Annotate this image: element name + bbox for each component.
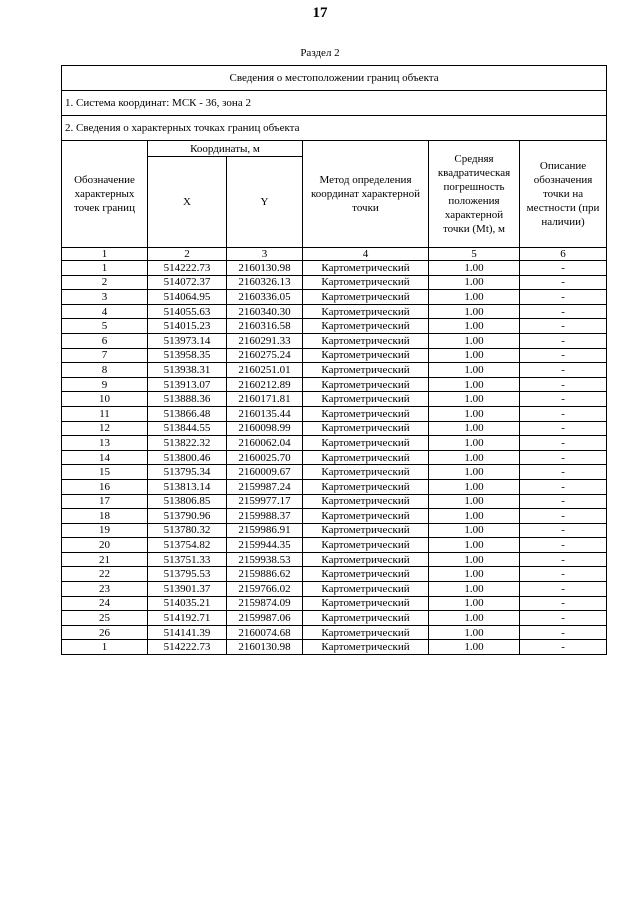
y-coordinate: 2160074.68: [227, 625, 303, 640]
points-heading: 2. Сведения о характерных точках границ объекта: [62, 116, 607, 141]
coord-system-row: [62, 91, 607, 116]
description: -: [520, 640, 607, 655]
y-coordinate: 2160025.70: [227, 450, 303, 465]
point-number: 13: [62, 436, 148, 451]
point-number: 8: [62, 363, 148, 378]
column-number: 6: [520, 248, 607, 261]
x-coordinate: 513913.07: [148, 377, 227, 392]
mt-error: 1.00: [429, 261, 520, 276]
point-number: 9: [62, 377, 148, 392]
y-coordinate: 2159886.62: [227, 567, 303, 582]
table-row: [62, 319, 607, 334]
point-number: 5: [62, 319, 148, 334]
table-row: [62, 348, 607, 363]
column-number: 1: [62, 248, 148, 261]
mt-error: 1.00: [429, 348, 520, 363]
y-coordinate: 2160130.98: [227, 261, 303, 276]
method: Картометрический: [303, 640, 429, 655]
x-coordinate: 513780.32: [148, 523, 227, 538]
table-title: Сведения о местоположении границ объекта: [62, 66, 607, 91]
column-number: 3: [227, 248, 303, 261]
y-coordinate: 2160009.67: [227, 465, 303, 480]
method: Картометрический: [303, 450, 429, 465]
y-coordinate: 2159938.53: [227, 552, 303, 567]
description: -: [520, 261, 607, 276]
column-numbers-row: [62, 248, 607, 261]
x-coordinate: 513806.85: [148, 494, 227, 509]
mt-error: 1.00: [429, 377, 520, 392]
y-coordinate: 2159988.37: [227, 509, 303, 524]
column-number: 2: [148, 248, 227, 261]
table-row: [62, 392, 607, 407]
header-x: X: [148, 157, 227, 248]
point-number: 4: [62, 304, 148, 319]
x-coordinate: 513795.34: [148, 465, 227, 480]
description: -: [520, 290, 607, 305]
method: Картометрический: [303, 304, 429, 319]
description: -: [520, 479, 607, 494]
y-coordinate: 2159874.09: [227, 596, 303, 611]
header-coords: Координаты, м: [148, 141, 303, 157]
point-number: 3: [62, 290, 148, 305]
point-number: 19: [62, 523, 148, 538]
column-number: 5: [429, 248, 520, 261]
table-row: [62, 494, 607, 509]
method: Картометрический: [303, 509, 429, 524]
method: Картометрический: [303, 538, 429, 553]
mt-error: 1.00: [429, 538, 520, 553]
table-row: [62, 479, 607, 494]
table-row: [62, 275, 607, 290]
y-coordinate: 2160130.98: [227, 640, 303, 655]
x-coordinate: 514222.73: [148, 640, 227, 655]
description: -: [520, 304, 607, 319]
y-coordinate: 2160098.99: [227, 421, 303, 436]
x-coordinate: 513751.33: [148, 552, 227, 567]
table-row: [62, 552, 607, 567]
y-coordinate: 2159986.91: [227, 523, 303, 538]
method: Картометрический: [303, 261, 429, 276]
method: Картометрический: [303, 333, 429, 348]
method: Картометрический: [303, 421, 429, 436]
description: -: [520, 275, 607, 290]
x-coordinate: 513938.31: [148, 363, 227, 378]
y-coordinate: 2160336.05: [227, 290, 303, 305]
description: -: [520, 377, 607, 392]
table-row: [62, 625, 607, 640]
y-coordinate: 2159977.17: [227, 494, 303, 509]
x-coordinate: 514064.95: [148, 290, 227, 305]
y-coordinate: 2160251.01: [227, 363, 303, 378]
method: Картометрический: [303, 596, 429, 611]
method: Картометрический: [303, 523, 429, 538]
point-number: 20: [62, 538, 148, 553]
description: -: [520, 538, 607, 553]
method: Картометрический: [303, 348, 429, 363]
mt-error: 1.00: [429, 625, 520, 640]
description: -: [520, 333, 607, 348]
point-number: 1: [62, 261, 148, 276]
description: -: [520, 348, 607, 363]
method: Картометрический: [303, 406, 429, 421]
point-number: 15: [62, 465, 148, 480]
x-coordinate: 513790.96: [148, 509, 227, 524]
table-row: [62, 304, 607, 319]
point-number: 22: [62, 567, 148, 582]
point-number: 2: [62, 275, 148, 290]
y-coordinate: 2160212.89: [227, 377, 303, 392]
column-number: 4: [303, 248, 429, 261]
point-number: 11: [62, 406, 148, 421]
method: Картометрический: [303, 567, 429, 582]
point-number: 26: [62, 625, 148, 640]
header-method: Метод определения координат характерной точки: [303, 141, 429, 248]
table-row: [62, 436, 607, 451]
description: -: [520, 436, 607, 451]
table-row: [62, 261, 607, 276]
point-number: 10: [62, 392, 148, 407]
table-row: [62, 509, 607, 524]
y-coordinate: 2160062.04: [227, 436, 303, 451]
description: -: [520, 406, 607, 421]
method: Картометрический: [303, 377, 429, 392]
description: -: [520, 465, 607, 480]
table-row: [62, 523, 607, 538]
mt-error: 1.00: [429, 275, 520, 290]
method: Картометрический: [303, 582, 429, 597]
description: -: [520, 421, 607, 436]
table-row: [62, 450, 607, 465]
table-row: [62, 406, 607, 421]
method: Картометрический: [303, 494, 429, 509]
y-coordinate: 2160135.44: [227, 406, 303, 421]
point-number: 6: [62, 333, 148, 348]
header-row-1: [62, 141, 607, 157]
x-coordinate: 514141.39: [148, 625, 227, 640]
method: Картометрический: [303, 275, 429, 290]
description: -: [520, 596, 607, 611]
description: -: [520, 450, 607, 465]
point-number: 17: [62, 494, 148, 509]
x-coordinate: 513795.53: [148, 567, 227, 582]
boundary-points-table: [61, 65, 607, 655]
description: -: [520, 319, 607, 334]
method: Картометрический: [303, 363, 429, 378]
mt-error: 1.00: [429, 494, 520, 509]
description: -: [520, 494, 607, 509]
table-row: [62, 363, 607, 378]
point-number: 7: [62, 348, 148, 363]
y-coordinate: 2160316.58: [227, 319, 303, 334]
x-coordinate: 513754.82: [148, 538, 227, 553]
y-coordinate: 2159987.06: [227, 611, 303, 626]
point-number: 18: [62, 509, 148, 524]
point-number: 21: [62, 552, 148, 567]
y-coordinate: 2159766.02: [227, 582, 303, 597]
method: Картометрический: [303, 290, 429, 305]
mt-error: 1.00: [429, 421, 520, 436]
point-number: 14: [62, 450, 148, 465]
description: -: [520, 392, 607, 407]
method: Картометрический: [303, 552, 429, 567]
description: -: [520, 509, 607, 524]
x-coordinate: 514192.71: [148, 611, 227, 626]
x-coordinate: 513888.36: [148, 392, 227, 407]
x-coordinate: 513958.35: [148, 348, 227, 363]
mt-error: 1.00: [429, 479, 520, 494]
table-row: [62, 290, 607, 305]
x-coordinate: 513813.14: [148, 479, 227, 494]
header-description: Описание обозначения точки на местности (при наличии): [520, 141, 607, 248]
description: -: [520, 625, 607, 640]
x-coordinate: 514072.37: [148, 275, 227, 290]
x-coordinate: 513800.46: [148, 450, 227, 465]
coord-system: 1. Система координат: МСК - 36, зона 2: [62, 91, 607, 116]
method: Картометрический: [303, 436, 429, 451]
points-heading-row: [62, 116, 607, 141]
mt-error: 1.00: [429, 363, 520, 378]
table-row: [62, 596, 607, 611]
y-coordinate: 2160340.30: [227, 304, 303, 319]
point-number: 12: [62, 421, 148, 436]
x-coordinate: 513844.55: [148, 421, 227, 436]
y-coordinate: 2159944.35: [227, 538, 303, 553]
x-coordinate: 514015.23: [148, 319, 227, 334]
table-row: [62, 377, 607, 392]
point-number: 23: [62, 582, 148, 597]
description: -: [520, 363, 607, 378]
table-row: [62, 465, 607, 480]
mt-error: 1.00: [429, 465, 520, 480]
mt-error: 1.00: [429, 392, 520, 407]
x-coordinate: 513866.48: [148, 406, 227, 421]
mt-error: 1.00: [429, 567, 520, 582]
mt-error: 1.00: [429, 304, 520, 319]
mt-error: 1.00: [429, 290, 520, 305]
section-title: Раздел 2: [300, 47, 340, 59]
mt-error: 1.00: [429, 509, 520, 524]
description: -: [520, 582, 607, 597]
table-row: [62, 582, 607, 597]
x-coordinate: 514222.73: [148, 261, 227, 276]
method: Картометрический: [303, 611, 429, 626]
table-row: [62, 333, 607, 348]
header-designation: Обозначение характерных точек границ: [62, 141, 148, 248]
point-number: 25: [62, 611, 148, 626]
description: -: [520, 567, 607, 582]
y-coordinate: 2159987.24: [227, 479, 303, 494]
mt-error: 1.00: [429, 640, 520, 655]
mt-error: 1.00: [429, 552, 520, 567]
page-number: 17: [312, 5, 328, 21]
header-y: Y: [227, 157, 303, 248]
x-coordinate: 514035.21: [148, 596, 227, 611]
description: -: [520, 523, 607, 538]
method: Картометрический: [303, 465, 429, 480]
mt-error: 1.00: [429, 450, 520, 465]
y-coordinate: 2160291.33: [227, 333, 303, 348]
table-row: [62, 538, 607, 553]
x-coordinate: 513973.14: [148, 333, 227, 348]
method: Картометрический: [303, 319, 429, 334]
method: Картометрический: [303, 392, 429, 407]
mt-error: 1.00: [429, 333, 520, 348]
mt-error: 1.00: [429, 582, 520, 597]
y-coordinate: 2160171.81: [227, 392, 303, 407]
point-number: 1: [62, 640, 148, 655]
x-coordinate: 514055.63: [148, 304, 227, 319]
mt-error: 1.00: [429, 523, 520, 538]
mt-error: 1.00: [429, 611, 520, 626]
y-coordinate: 2160326.13: [227, 275, 303, 290]
table-row: [62, 421, 607, 436]
table-row: [62, 567, 607, 582]
mt-error: 1.00: [429, 406, 520, 421]
x-coordinate: 513822.32: [148, 436, 227, 451]
method: Картометрический: [303, 479, 429, 494]
mt-error: 1.00: [429, 319, 520, 334]
mt-error: 1.00: [429, 436, 520, 451]
description: -: [520, 552, 607, 567]
method: Картометрический: [303, 625, 429, 640]
description: -: [520, 611, 607, 626]
table-title-row: [62, 66, 607, 91]
table-row: [62, 640, 607, 655]
point-number: 16: [62, 479, 148, 494]
y-coordinate: 2160275.24: [227, 348, 303, 363]
table-row: [62, 611, 607, 626]
x-coordinate: 513901.37: [148, 582, 227, 597]
point-number: 24: [62, 596, 148, 611]
header-error: Средняя квадратическая погрешность положения характерной точки (Mt), м: [429, 141, 520, 248]
mt-error: 1.00: [429, 596, 520, 611]
